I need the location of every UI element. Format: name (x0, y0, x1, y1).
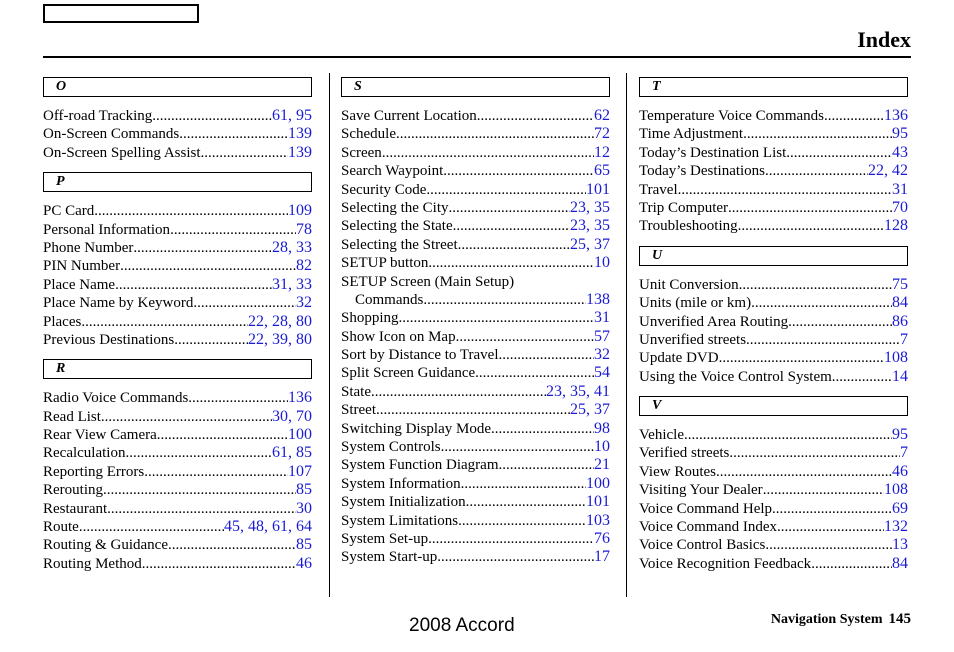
page-reference-link[interactable]: 82 (296, 257, 312, 275)
index-entry (639, 518, 908, 536)
page-reference-link[interactable]: 136 (884, 107, 908, 124)
index-entry (639, 481, 908, 499)
page-reference-link[interactable]: 28, 33 (272, 238, 312, 256)
page-reference-link[interactable]: 95 (892, 125, 908, 143)
index-entry (341, 328, 610, 346)
leader-dots (142, 555, 296, 573)
page-reference-link[interactable]: 86 (892, 312, 908, 330)
leader-dots (458, 512, 586, 530)
index-entry (43, 276, 312, 294)
page-reference-link[interactable]: 72 (594, 125, 610, 143)
leader-dots (678, 181, 892, 199)
page-reference-link[interactable]: 13 (892, 536, 908, 554)
leader-dots (477, 107, 594, 125)
index-entry (43, 313, 312, 331)
index-entry (639, 144, 908, 162)
page-reference-link[interactable]: 132 (884, 518, 908, 536)
page-reference-link[interactable]: 70 (892, 198, 908, 216)
entry-label: Show Icon on Map (341, 328, 456, 345)
page-reference-link[interactable]: 139 (288, 143, 312, 161)
page-reference-link[interactable]: 84 (892, 294, 908, 312)
index-entry (43, 239, 312, 257)
page-reference-link[interactable]: 103 (586, 511, 610, 529)
page-reference-link[interactable]: 98 (594, 419, 610, 437)
entry-label: System Controls (341, 439, 441, 456)
page-reference-link[interactable]: 17 (594, 548, 610, 566)
entry-label: Street (341, 402, 376, 419)
index-entry (43, 481, 312, 499)
index-entry (43, 444, 312, 462)
entry-label: Using the Voice Control System (639, 368, 832, 385)
leader-dots (79, 518, 224, 536)
column-divider (329, 73, 330, 597)
index-entry (639, 107, 908, 125)
entry-label: Search Waypoint (341, 163, 444, 180)
entry-label: Save Current Location (341, 108, 477, 124)
leader-dots (152, 107, 272, 125)
entry-label: System Limitations (341, 512, 459, 529)
leader-dots (168, 536, 296, 554)
page-reference-link[interactable]: 100 (288, 426, 312, 444)
entry-label: Trip Computer (639, 199, 729, 216)
index-entry (341, 346, 610, 364)
index-entry (43, 426, 312, 444)
leader-dots (746, 331, 900, 349)
entry-label: Visiting Your Dealer (639, 482, 763, 499)
leader-dots (428, 254, 594, 272)
index-column-1 (43, 77, 312, 583)
page-reference-link[interactable]: 31 (892, 180, 908, 198)
index-entry (341, 291, 610, 309)
index-section-v (639, 396, 908, 573)
index-entry (341, 420, 610, 438)
entry-label: Security Code (341, 181, 427, 198)
index-entry (341, 401, 610, 419)
page-reference-link[interactable]: 138 (586, 290, 610, 308)
leader-dots (193, 294, 296, 312)
page-reference-link[interactable]: 108 (884, 349, 908, 367)
entry-label: System Function Diagram (341, 457, 499, 474)
leader-dots (376, 401, 570, 419)
page-reference-link[interactable]: 85 (296, 536, 312, 554)
page-reference-link[interactable]: 84 (892, 554, 908, 572)
leader-dots (426, 181, 586, 199)
footer-page-info (771, 611, 911, 628)
leader-dots (772, 500, 892, 518)
leader-dots (371, 383, 546, 401)
leader-dots (739, 276, 892, 294)
index-entry (43, 331, 312, 349)
entry-label: Units (mile or km) (639, 295, 752, 312)
index-entry (43, 536, 312, 554)
page-reference-link[interactable]: 22, 42 (868, 162, 908, 180)
entry-label: Today’s Destinations (639, 163, 766, 180)
entry-label: Places (43, 313, 82, 330)
leader-dots (115, 276, 272, 294)
index-entry (43, 202, 312, 220)
index-entry (43, 294, 312, 312)
index-entry (43, 125, 312, 143)
leader-dots (144, 463, 288, 481)
entry-label: Voice Command Help (639, 500, 773, 517)
index-entry (43, 389, 312, 407)
leader-dots (428, 530, 594, 548)
entry-label: PIN Number (43, 258, 121, 275)
entry-label: Shopping (341, 310, 399, 327)
page-reference-link[interactable]: 78 (296, 220, 312, 238)
page-reference-link[interactable]: 100 (586, 474, 610, 492)
index-entry (43, 555, 312, 573)
leader-dots (743, 125, 892, 143)
entry-label: SETUP button (341, 255, 429, 272)
leader-dots (738, 217, 884, 235)
index-entry (341, 438, 610, 456)
leader-dots (201, 144, 289, 162)
index-entry (341, 181, 610, 199)
page-reference-link[interactable]: 128 (884, 217, 908, 235)
page-reference-link[interactable]: 7 (900, 444, 908, 462)
index-entry (43, 221, 312, 239)
entry-label: Rear View Camera (43, 427, 157, 444)
entry-label: SETUP Screen (Main Setup) (341, 273, 515, 290)
page-reference-link[interactable]: 54 (594, 364, 610, 382)
page-reference-link[interactable]: 57 (594, 327, 610, 345)
leader-dots (399, 309, 594, 327)
leader-dots (466, 493, 586, 511)
leader-dots (499, 456, 595, 474)
leader-dots (157, 426, 288, 444)
index-entry (639, 463, 908, 481)
section-letter-header: U (639, 246, 908, 266)
index-entry (341, 236, 610, 254)
index-column-3 (639, 77, 908, 583)
entry-label: Verified streets (639, 445, 730, 462)
index-entry (341, 309, 610, 327)
entry-label: Voice Command Index (639, 519, 778, 536)
section-letter-header: P (43, 172, 312, 192)
entry-label: Off-road Tracking (43, 108, 153, 124)
page-reference-link[interactable]: 25, 37 (570, 401, 610, 419)
page-reference-link[interactable]: 23, 35 (570, 217, 610, 235)
page-reference-link[interactable]: 85 (296, 481, 312, 499)
header-tab-box (43, 4, 199, 23)
entry-label: Routing & Guidance (43, 537, 168, 554)
leader-dots (716, 463, 892, 481)
entry-label: Place Name by Keyword (43, 295, 194, 312)
entry-label: Voice Recognition Feedback (639, 555, 812, 572)
page-reference-link[interactable]: 108 (884, 481, 908, 499)
index-entry (639, 217, 908, 235)
index-entry (341, 144, 610, 162)
section-letter-header: R (43, 359, 312, 379)
index-entry (341, 512, 610, 530)
section-letter-header: S (341, 77, 610, 97)
page-reference-link[interactable]: 30 (296, 499, 312, 517)
index-entry (341, 199, 610, 217)
leader-dots (458, 236, 570, 254)
index-entry (341, 107, 610, 125)
entry-label: Switching Display Mode (341, 420, 491, 437)
leader-dots (684, 426, 892, 444)
page-reference-link[interactable]: 75 (892, 275, 908, 293)
entry-label: Time Adjustment (639, 126, 744, 143)
leader-dots (763, 481, 884, 499)
page-reference-link[interactable]: 32 (296, 294, 312, 312)
entry-label: Phone Number (43, 239, 134, 256)
leader-dots (107, 500, 296, 518)
page-reference-link[interactable]: 109 (288, 202, 312, 220)
index-entry (639, 313, 908, 331)
index-entry (341, 364, 610, 382)
entry-label: Radio Voice Commands (43, 390, 189, 407)
leader-dots (423, 291, 586, 309)
footer-brand: 2008 Accord (409, 615, 515, 636)
leader-dots (133, 239, 272, 257)
index-entry (341, 475, 610, 493)
page-title: Index (857, 27, 911, 52)
leader-dots (94, 202, 288, 220)
index-entry (341, 493, 610, 511)
section-letter-header: V (639, 396, 908, 416)
leader-dots (179, 125, 288, 143)
leader-dots (751, 294, 892, 312)
page-reference-link[interactable]: 32 (594, 346, 610, 364)
index-entry (639, 500, 908, 518)
entry-label: Temperature Voice Commands (639, 108, 825, 124)
page-reference-link[interactable]: 10 (594, 254, 610, 272)
index-entry (341, 162, 610, 180)
entry-label: Travel (639, 181, 678, 198)
index-section-r (43, 359, 312, 573)
index-entry (639, 426, 908, 444)
entry-label: System Set-up (341, 530, 429, 547)
entry-label: Schedule (341, 126, 396, 143)
index-entry (639, 276, 908, 294)
entry-label: Commands (355, 291, 424, 308)
index-entry (341, 217, 610, 235)
leader-dots (453, 217, 570, 235)
leader-dots (719, 349, 884, 367)
leader-dots (786, 144, 892, 162)
page-reference-link[interactable]: 107 (288, 462, 312, 480)
entry-label: Unverified Area Routing (639, 313, 789, 330)
entry-label: Route (43, 519, 79, 536)
index-section-u (639, 246, 908, 386)
leader-dots (811, 555, 892, 573)
leader-dots (101, 408, 272, 426)
entry-label: View Routes (639, 463, 717, 480)
index-entry (341, 383, 610, 401)
page-reference-link[interactable]: 69 (892, 499, 908, 517)
index-entry (639, 125, 908, 143)
index-entry (639, 181, 908, 199)
leader-dots (765, 536, 892, 554)
index-entry (43, 144, 312, 162)
index-entry (639, 349, 908, 367)
index-entry (639, 536, 908, 554)
leader-dots (461, 475, 586, 493)
leader-dots (170, 221, 296, 239)
index-entry (341, 254, 610, 272)
leader-dots (81, 313, 248, 331)
index-entry (43, 408, 312, 426)
entry-label: PC Card (43, 203, 95, 220)
index-entry (639, 331, 908, 349)
page-reference-link[interactable]: 10 (594, 438, 610, 456)
page-reference-link[interactable]: 25, 37 (570, 235, 610, 253)
page-reference-link[interactable]: 101 (586, 180, 610, 198)
entry-label: Selecting the City (341, 199, 449, 216)
index-entry (341, 125, 610, 143)
column-divider (626, 73, 627, 597)
entry-label: On-Screen Spelling Assist (43, 144, 201, 161)
entry-label: Place Name (43, 276, 116, 293)
leader-dots (824, 107, 884, 125)
entry-label: System Initialization (341, 494, 466, 511)
leader-dots (437, 548, 594, 566)
index-entry (43, 107, 312, 125)
entry-label: Personal Information (43, 221, 171, 238)
entry-label: Read List (43, 408, 101, 425)
entry-label: On-Screen Commands (43, 126, 180, 143)
page-reference-link[interactable]: 61, 95 (272, 107, 312, 124)
leader-dots (832, 368, 892, 386)
entry-label: Previous Destinations (43, 331, 175, 348)
index-section-p (43, 172, 312, 349)
index-entry (43, 463, 312, 481)
index-entry (341, 456, 610, 474)
leader-dots (443, 162, 594, 180)
page-reference-link[interactable]: 43 (892, 143, 908, 161)
leader-dots (777, 518, 884, 536)
index-entry (341, 273, 610, 291)
index-section-t (639, 77, 908, 236)
index-column-2 (341, 77, 610, 577)
page-reference-link[interactable]: 65 (594, 162, 610, 180)
leader-dots (396, 125, 594, 143)
entry-label: Sort by Distance to Travel (341, 347, 499, 364)
entry-label: System Information (341, 475, 461, 492)
page-reference-link[interactable]: 23, 35 (570, 198, 610, 216)
index-entry (43, 257, 312, 275)
page-reference-link[interactable]: 46 (296, 554, 312, 572)
page-reference-link[interactable]: 31, 33 (272, 275, 312, 293)
page-reference-link[interactable]: 45, 48, 61, 64 (224, 518, 312, 536)
entry-label: Vehicle (639, 427, 684, 444)
entry-label: Voice Control Basics (639, 537, 766, 554)
page-reference-link[interactable]: 46 (892, 462, 908, 480)
entry-label: Reporting Errors (43, 463, 145, 480)
page-number: 145 (888, 611, 911, 627)
entry-label: Routing Method (43, 555, 142, 572)
footer-section-title: Navigation System (770, 612, 883, 627)
page-reference-link[interactable]: 101 (586, 493, 610, 511)
page-reference-link[interactable]: 95 (892, 426, 908, 444)
leader-dots (765, 162, 868, 180)
leader-dots (441, 438, 594, 456)
index-entry (639, 294, 908, 312)
page-reference-link[interactable]: 62 (594, 107, 610, 124)
header-rule (43, 56, 911, 58)
index-entry (639, 444, 908, 462)
entry-label: Update DVD (639, 350, 719, 367)
page-reference-link[interactable]: 61, 85 (272, 444, 312, 462)
leader-dots (382, 144, 594, 162)
leader-dots (120, 257, 296, 275)
page-reference-link[interactable]: 22, 28, 80 (248, 312, 312, 330)
index-entry (43, 500, 312, 518)
index-section-s (341, 77, 610, 567)
entry-label: Selecting the State (341, 218, 453, 235)
index-entry (639, 199, 908, 217)
leader-dots (174, 331, 248, 349)
entry-label: Restaurant (43, 500, 108, 517)
page-reference-link[interactable]: 31 (594, 309, 610, 327)
leader-dots (728, 199, 892, 217)
page-reference-link[interactable]: 23, 35, 41 (546, 382, 610, 400)
entry-label: Selecting the Street (341, 236, 458, 253)
leader-dots (729, 444, 900, 462)
leader-dots (499, 346, 595, 364)
leader-dots (456, 328, 594, 346)
section-letter-header: O (43, 77, 312, 97)
leader-dots (188, 389, 288, 407)
leader-dots (125, 444, 272, 462)
entry-label: Recalculation (43, 445, 126, 462)
index-entry (341, 548, 610, 566)
page-reference-link[interactable]: 7 (900, 330, 908, 348)
entry-label: Unit Conversion (639, 276, 739, 293)
page-reference-link[interactable]: 136 (288, 389, 312, 407)
index-section-o (43, 77, 312, 162)
entry-label: Unverified streets (639, 331, 747, 348)
page-reference-link[interactable]: 139 (288, 125, 312, 143)
page-reference-link[interactable]: 30, 70 (272, 407, 312, 425)
leader-dots (788, 313, 892, 331)
leader-dots (475, 364, 594, 382)
page-reference-link[interactable]: 76 (594, 529, 610, 547)
index-entry (639, 555, 908, 573)
entry-label: Troubleshooting (639, 218, 738, 235)
index-entry (639, 368, 908, 386)
page-reference-link[interactable]: 22, 39, 80 (248, 330, 312, 348)
entry-label: System Start-up (341, 549, 438, 566)
page-reference-link[interactable]: 14 (892, 367, 908, 385)
entry-label: Rerouting (43, 482, 103, 499)
index-entry (43, 518, 312, 536)
page-reference-link[interactable]: 12 (594, 143, 610, 161)
index-entry (341, 530, 610, 548)
entry-label: State (341, 383, 371, 400)
entry-label: Today’s Destination List (639, 144, 787, 161)
page-reference-link[interactable]: 21 (594, 456, 610, 474)
index-entry (639, 162, 908, 180)
leader-dots (448, 199, 570, 217)
entry-label: Screen (341, 144, 382, 161)
section-letter-header: T (639, 77, 908, 97)
leader-dots (491, 420, 594, 438)
entry-label: Split Screen Guidance (341, 365, 476, 382)
leader-dots (103, 481, 296, 499)
